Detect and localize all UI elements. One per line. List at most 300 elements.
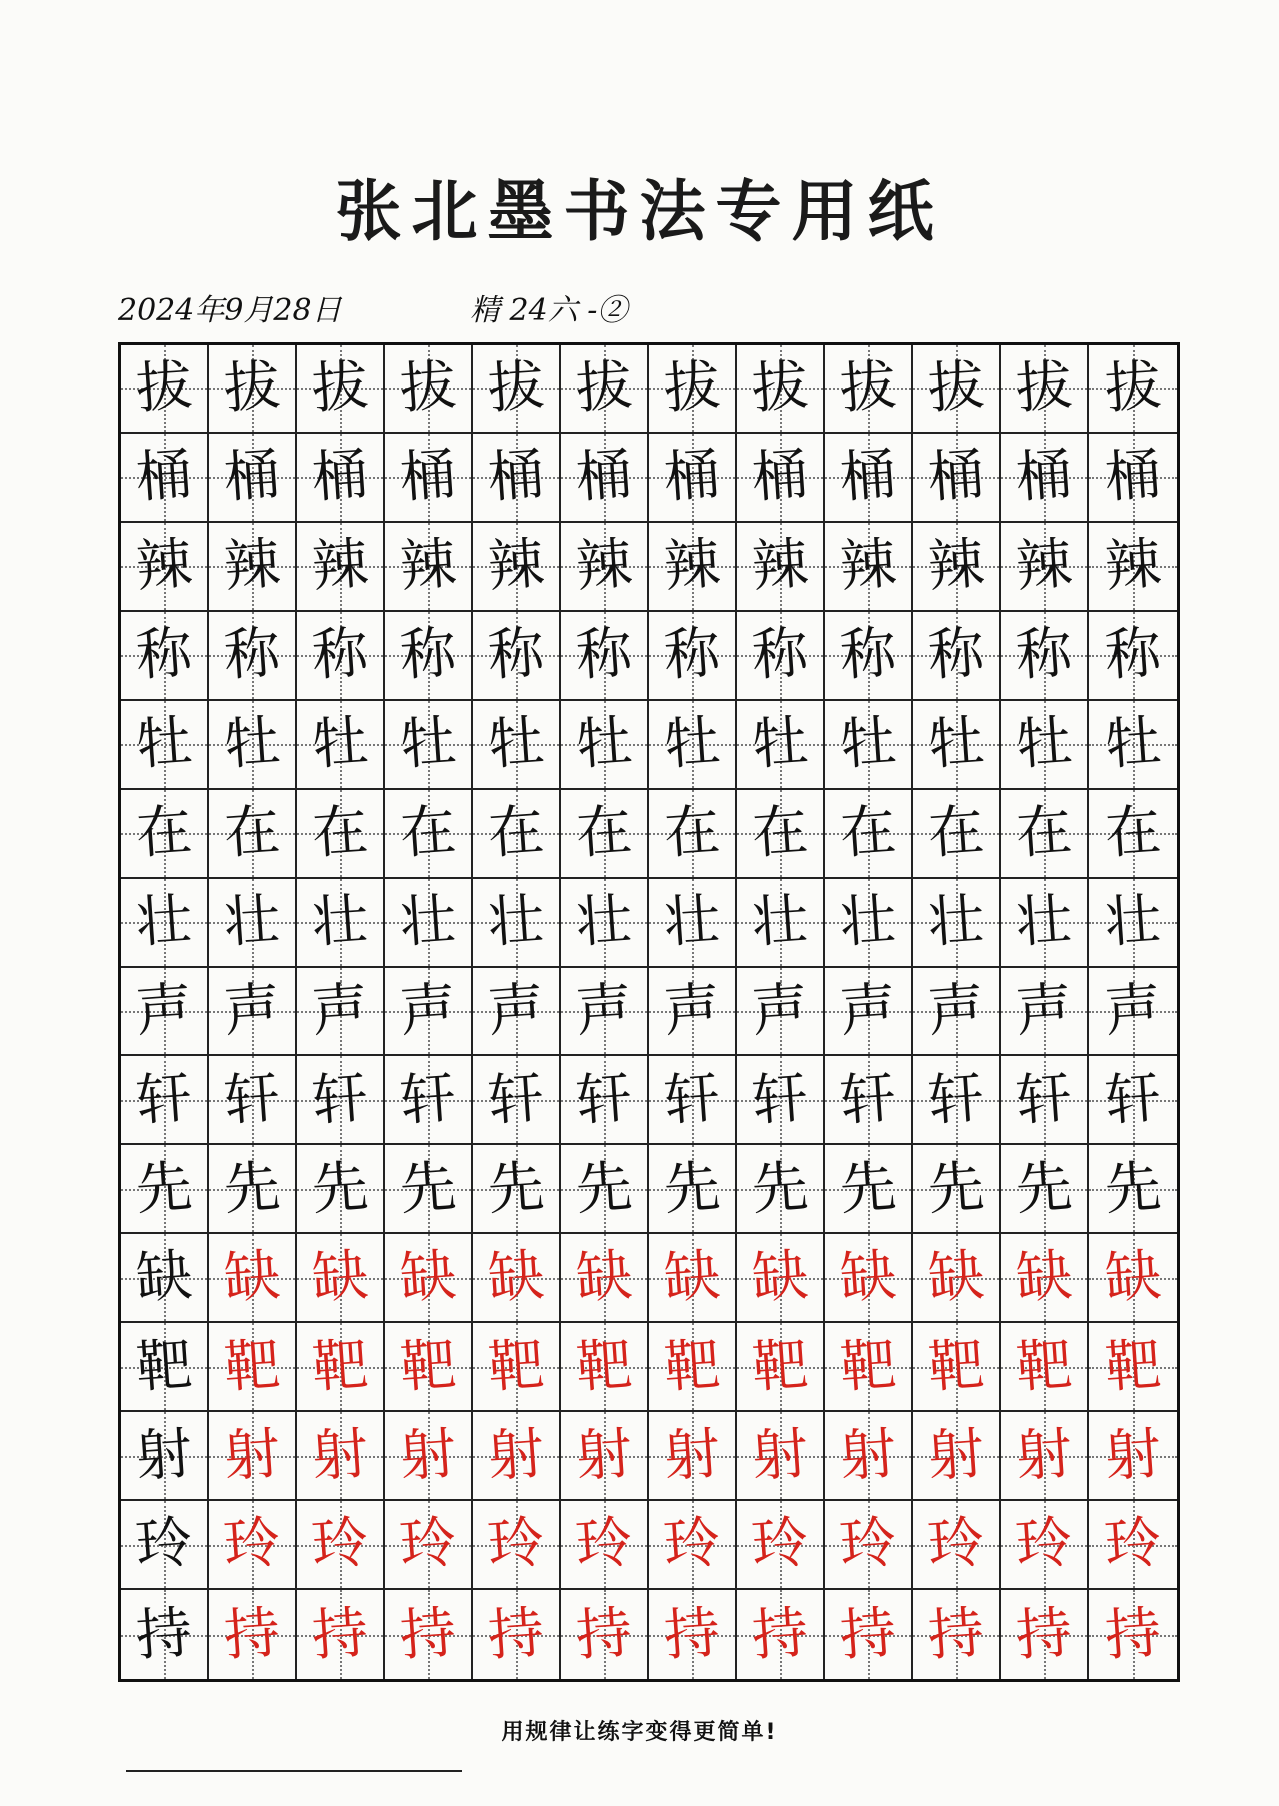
practice-character-cell <box>1001 345 1089 434</box>
character-glyph: 拔 <box>573 353 635 423</box>
practice-character-cell <box>297 790 385 879</box>
practice-character-cell <box>913 434 1001 523</box>
practice-character-cell <box>825 790 913 879</box>
practice-character-cell <box>913 1412 1001 1501</box>
character-glyph: 辣 <box>1102 531 1164 601</box>
practice-character-cell <box>825 1145 913 1234</box>
practice-character-cell <box>825 612 913 701</box>
practice-character-cell <box>649 1056 737 1145</box>
practice-character-cell <box>1089 1234 1177 1323</box>
practice-character-cell <box>1001 434 1089 523</box>
character-glyph: 声 <box>221 976 283 1045</box>
practice-character-cell <box>825 1234 913 1323</box>
character-glyph: 壮 <box>309 887 371 956</box>
character-glyph: 玲 <box>309 1509 371 1579</box>
character-glyph: 靶 <box>1102 1331 1164 1401</box>
practice-character-cell <box>297 345 385 434</box>
character-glyph: 壮 <box>397 887 459 956</box>
practice-character-cell <box>737 701 825 790</box>
character-glyph: 玲 <box>925 1509 987 1579</box>
character-glyph: 桶 <box>1013 442 1075 512</box>
practice-character-cell <box>649 1501 737 1590</box>
character-glyph: 玲 <box>749 1509 811 1579</box>
practice-character-cell <box>209 1323 297 1412</box>
character-glyph: 在 <box>837 798 899 868</box>
practice-character-cell <box>297 701 385 790</box>
model-character-cell <box>121 1590 209 1679</box>
practice-character-cell <box>1089 879 1177 968</box>
character-glyph: 声 <box>309 976 371 1045</box>
character-glyph: 声 <box>749 976 811 1045</box>
character-glyph: 桶 <box>397 442 459 512</box>
practice-character-cell <box>385 1590 473 1679</box>
character-glyph: 玲 <box>1102 1509 1164 1579</box>
character-glyph: 轩 <box>1013 1065 1075 1134</box>
practice-character-cell <box>737 1412 825 1501</box>
practice-character-cell <box>649 1590 737 1679</box>
character-glyph: 桶 <box>661 442 723 512</box>
practice-character-cell <box>913 1590 1001 1679</box>
character-glyph: 靶 <box>749 1331 811 1401</box>
practice-character-cell <box>825 701 913 790</box>
model-character-cell <box>121 790 209 879</box>
character-glyph: 先 <box>485 1153 547 1223</box>
practice-character-cell <box>385 968 473 1057</box>
character-glyph: 桶 <box>309 442 371 512</box>
practice-character-cell <box>473 968 561 1057</box>
character-glyph: 轩 <box>1102 1065 1164 1134</box>
character-glyph: 轩 <box>661 1065 723 1134</box>
practice-character-cell <box>561 1590 649 1679</box>
character-glyph: 缺 <box>1013 1242 1075 1312</box>
character-glyph: 桶 <box>837 442 899 512</box>
character-glyph: 射 <box>133 1420 195 1490</box>
practice-character-cell <box>825 1323 913 1412</box>
character-glyph: 在 <box>221 798 283 868</box>
practice-character-cell <box>561 1323 649 1412</box>
character-glyph: 玲 <box>133 1509 195 1579</box>
character-glyph: 射 <box>573 1420 635 1490</box>
character-glyph: 拔 <box>837 353 899 423</box>
practice-character-cell <box>209 434 297 523</box>
model-character-cell <box>121 1145 209 1234</box>
character-glyph: 靶 <box>925 1331 987 1401</box>
signature-line <box>126 1770 462 1772</box>
character-glyph: 壮 <box>925 887 987 956</box>
character-glyph: 先 <box>1102 1153 1164 1223</box>
practice-character-cell <box>385 1501 473 1590</box>
character-glyph: 辣 <box>925 531 987 601</box>
character-glyph: 声 <box>485 976 547 1045</box>
character-glyph: 靶 <box>133 1331 195 1401</box>
practice-character-cell <box>385 434 473 523</box>
practice-character-cell <box>737 968 825 1057</box>
practice-character-cell <box>913 1145 1001 1234</box>
character-glyph: 声 <box>397 976 459 1045</box>
practice-character-cell <box>385 612 473 701</box>
practice-character-cell <box>737 612 825 701</box>
practice-character-cell <box>1089 1145 1177 1234</box>
practice-character-cell <box>737 1234 825 1323</box>
character-glyph: 射 <box>309 1420 371 1490</box>
practice-character-cell <box>1001 1145 1089 1234</box>
practice-character-cell <box>473 1145 561 1234</box>
practice-character-cell <box>649 523 737 612</box>
character-glyph: 持 <box>221 1599 283 1669</box>
practice-character-cell <box>825 523 913 612</box>
character-glyph: 牡 <box>221 709 283 779</box>
character-glyph: 缺 <box>1102 1242 1164 1312</box>
practice-character-cell <box>385 701 473 790</box>
character-glyph: 壮 <box>221 887 283 956</box>
practice-character-cell <box>561 701 649 790</box>
character-glyph: 壮 <box>1102 887 1164 956</box>
character-glyph: 拔 <box>925 353 987 423</box>
character-glyph: 称 <box>1013 620 1075 690</box>
practice-character-cell <box>649 434 737 523</box>
practice-character-cell <box>1001 1412 1089 1501</box>
character-glyph: 牡 <box>573 709 635 779</box>
practice-character-cell <box>297 1234 385 1323</box>
character-glyph: 壮 <box>1013 887 1075 956</box>
character-glyph: 称 <box>133 620 195 690</box>
practice-character-cell <box>913 1323 1001 1412</box>
practice-character-cell <box>825 1056 913 1145</box>
character-glyph: 持 <box>397 1599 459 1669</box>
character-glyph: 在 <box>397 798 459 868</box>
character-glyph: 壮 <box>573 887 635 956</box>
character-glyph: 轩 <box>133 1065 195 1134</box>
character-glyph: 玲 <box>397 1509 459 1579</box>
character-glyph: 射 <box>485 1420 547 1490</box>
character-glyph: 靶 <box>661 1331 723 1401</box>
practice-character-cell <box>297 879 385 968</box>
character-glyph: 牡 <box>837 709 899 779</box>
character-glyph: 靶 <box>837 1331 899 1401</box>
character-glyph: 缺 <box>749 1242 811 1312</box>
character-glyph: 桶 <box>925 442 987 512</box>
character-glyph: 在 <box>1013 798 1075 868</box>
practice-character-cell <box>737 1145 825 1234</box>
character-glyph: 先 <box>925 1153 987 1223</box>
character-glyph: 称 <box>485 620 547 690</box>
practice-character-cell <box>913 968 1001 1057</box>
practice-character-cell <box>297 523 385 612</box>
character-glyph: 桶 <box>1102 442 1164 512</box>
practice-character-cell <box>297 968 385 1057</box>
character-glyph: 先 <box>837 1153 899 1223</box>
character-glyph: 在 <box>133 798 195 868</box>
character-glyph: 牡 <box>309 709 371 779</box>
practice-character-cell <box>825 968 913 1057</box>
character-glyph: 称 <box>221 620 283 690</box>
character-glyph: 声 <box>1102 976 1164 1045</box>
practice-character-cell <box>913 1056 1001 1145</box>
practice-character-cell <box>649 968 737 1057</box>
character-glyph: 在 <box>573 798 635 868</box>
practice-character-cell <box>385 523 473 612</box>
practice-character-cell <box>737 1323 825 1412</box>
character-glyph: 拔 <box>221 353 283 423</box>
practice-character-cell <box>913 879 1001 968</box>
character-glyph: 桶 <box>221 442 283 512</box>
practice-character-cell <box>737 345 825 434</box>
character-glyph: 称 <box>749 620 811 690</box>
practice-character-cell <box>913 701 1001 790</box>
practice-character-cell <box>297 1323 385 1412</box>
practice-character-cell <box>825 1412 913 1501</box>
practice-character-cell <box>297 612 385 701</box>
practice-character-cell <box>737 1056 825 1145</box>
practice-character-cell <box>1089 1412 1177 1501</box>
practice-character-cell <box>1089 1590 1177 1679</box>
character-glyph: 靶 <box>309 1331 371 1401</box>
character-glyph: 拔 <box>749 353 811 423</box>
practice-character-cell <box>825 434 913 523</box>
practice-character-cell <box>649 1323 737 1412</box>
character-glyph: 拔 <box>397 353 459 423</box>
character-glyph: 轩 <box>221 1065 283 1134</box>
practice-character-cell <box>1089 968 1177 1057</box>
practice-character-cell <box>209 612 297 701</box>
character-glyph: 持 <box>749 1599 811 1669</box>
character-glyph: 射 <box>1013 1420 1075 1490</box>
character-glyph: 缺 <box>309 1242 371 1312</box>
practice-character-cell <box>209 523 297 612</box>
practice-character-cell <box>1001 1056 1089 1145</box>
practice-character-cell <box>473 1323 561 1412</box>
model-character-cell <box>121 1412 209 1501</box>
practice-character-cell <box>737 1590 825 1679</box>
character-glyph: 辣 <box>749 531 811 601</box>
practice-character-cell <box>561 523 649 612</box>
practice-character-cell <box>737 790 825 879</box>
character-glyph: 桶 <box>749 442 811 512</box>
character-glyph: 轩 <box>573 1065 635 1134</box>
practice-character-cell <box>825 345 913 434</box>
character-glyph: 先 <box>1013 1153 1075 1223</box>
practice-character-cell <box>1089 612 1177 701</box>
character-glyph: 玲 <box>661 1509 723 1579</box>
character-glyph: 牡 <box>133 709 195 779</box>
practice-character-cell <box>385 879 473 968</box>
model-character-cell <box>121 1323 209 1412</box>
character-glyph: 辣 <box>573 531 635 601</box>
character-glyph: 先 <box>749 1153 811 1223</box>
practice-character-cell <box>825 879 913 968</box>
practice-character-cell <box>1089 701 1177 790</box>
character-glyph: 称 <box>1102 620 1164 690</box>
character-glyph: 称 <box>925 620 987 690</box>
practice-character-cell <box>209 1590 297 1679</box>
model-character-cell <box>121 1501 209 1590</box>
character-glyph: 牡 <box>485 709 547 779</box>
character-glyph: 在 <box>925 798 987 868</box>
practice-character-cell <box>913 612 1001 701</box>
character-glyph: 持 <box>485 1599 547 1669</box>
practice-character-cell <box>561 1145 649 1234</box>
character-glyph: 先 <box>221 1153 283 1223</box>
practice-character-cell <box>913 523 1001 612</box>
character-glyph: 拔 <box>661 353 723 423</box>
practice-character-cell <box>825 1590 913 1679</box>
character-glyph: 在 <box>661 798 723 868</box>
character-glyph: 轩 <box>485 1065 547 1134</box>
character-glyph: 声 <box>133 976 195 1045</box>
model-character-cell <box>121 434 209 523</box>
character-glyph: 轩 <box>925 1065 987 1134</box>
practice-character-cell <box>1001 1234 1089 1323</box>
practice-character-cell <box>209 790 297 879</box>
practice-character-cell <box>1001 612 1089 701</box>
character-glyph: 牡 <box>749 709 811 779</box>
practice-character-cell <box>737 434 825 523</box>
practice-character-cell <box>649 701 737 790</box>
practice-character-cell <box>561 1412 649 1501</box>
model-character-cell <box>121 523 209 612</box>
practice-character-cell <box>649 1412 737 1501</box>
character-glyph: 先 <box>573 1153 635 1223</box>
practice-character-cell <box>913 345 1001 434</box>
date-label: 2024年9月28日 <box>118 293 342 328</box>
model-character-cell <box>121 1056 209 1145</box>
practice-character-cell <box>385 1323 473 1412</box>
practice-character-cell <box>1089 345 1177 434</box>
practice-character-cell <box>473 1234 561 1323</box>
practice-character-cell <box>649 790 737 879</box>
character-glyph: 在 <box>485 798 547 868</box>
practice-character-cell <box>913 790 1001 879</box>
character-glyph: 持 <box>661 1599 723 1669</box>
character-glyph: 辣 <box>485 531 547 601</box>
character-glyph: 缺 <box>485 1242 547 1312</box>
practice-character-cell <box>385 1234 473 1323</box>
practice-character-cell <box>473 1412 561 1501</box>
practice-character-cell <box>209 968 297 1057</box>
character-glyph: 拔 <box>1013 353 1075 423</box>
character-glyph: 缺 <box>221 1242 283 1312</box>
practice-character-cell <box>1001 1323 1089 1412</box>
practice-character-cell <box>473 1056 561 1145</box>
character-glyph: 玲 <box>573 1509 635 1579</box>
character-glyph: 射 <box>221 1420 283 1490</box>
character-glyph: 辣 <box>1013 531 1075 601</box>
character-glyph: 靶 <box>221 1331 283 1401</box>
character-glyph: 辣 <box>661 531 723 601</box>
character-glyph: 缺 <box>661 1242 723 1312</box>
character-glyph: 玲 <box>1013 1509 1075 1579</box>
practice-character-cell <box>561 612 649 701</box>
practice-character-cell <box>297 1501 385 1590</box>
practice-character-cell <box>473 434 561 523</box>
practice-grid <box>118 342 1180 1682</box>
practice-character-cell <box>297 1590 385 1679</box>
character-glyph: 持 <box>925 1599 987 1669</box>
character-glyph: 牡 <box>925 709 987 779</box>
character-glyph: 玲 <box>837 1509 899 1579</box>
character-glyph: 靶 <box>485 1331 547 1401</box>
model-character-cell <box>121 612 209 701</box>
character-glyph: 辣 <box>309 531 371 601</box>
character-glyph: 先 <box>309 1153 371 1223</box>
practice-character-cell <box>473 790 561 879</box>
practice-character-cell <box>209 1501 297 1590</box>
character-glyph: 持 <box>309 1599 371 1669</box>
character-glyph: 桶 <box>573 442 635 512</box>
practice-character-cell <box>561 968 649 1057</box>
character-glyph: 声 <box>573 976 635 1045</box>
practice-character-cell <box>561 434 649 523</box>
practice-character-cell <box>385 1412 473 1501</box>
character-glyph: 玲 <box>485 1509 547 1579</box>
footer-slogan: 用规律让练字变得更简单! <box>501 1720 778 1745</box>
character-glyph: 缺 <box>837 1242 899 1312</box>
character-glyph: 轩 <box>309 1065 371 1134</box>
character-glyph: 拔 <box>485 353 547 423</box>
character-glyph: 声 <box>661 976 723 1045</box>
practice-character-cell <box>737 523 825 612</box>
practice-character-cell <box>1001 790 1089 879</box>
practice-character-cell <box>473 879 561 968</box>
character-glyph: 射 <box>925 1420 987 1490</box>
page-title: 张北墨书法专用纸 <box>335 172 944 250</box>
character-glyph: 拔 <box>133 353 195 423</box>
practice-character-cell <box>1089 1056 1177 1145</box>
character-glyph: 桶 <box>485 442 547 512</box>
character-glyph: 轩 <box>749 1065 811 1134</box>
character-glyph: 辣 <box>837 531 899 601</box>
character-glyph: 持 <box>133 1599 195 1669</box>
character-glyph: 辣 <box>133 531 195 601</box>
character-glyph: 称 <box>837 620 899 690</box>
practice-character-cell <box>561 790 649 879</box>
practice-character-cell <box>737 879 825 968</box>
practice-character-cell <box>913 1501 1001 1590</box>
character-glyph: 靶 <box>397 1331 459 1401</box>
character-glyph: 射 <box>749 1420 811 1490</box>
character-glyph: 靶 <box>1013 1331 1075 1401</box>
character-glyph: 称 <box>397 620 459 690</box>
practice-character-cell <box>1001 1590 1089 1679</box>
character-glyph: 靶 <box>573 1331 635 1401</box>
character-glyph: 壮 <box>133 887 195 956</box>
character-glyph: 牡 <box>397 709 459 779</box>
practice-character-cell <box>561 1501 649 1590</box>
character-glyph: 持 <box>837 1599 899 1669</box>
model-character-cell <box>121 701 209 790</box>
practice-character-cell <box>1089 434 1177 523</box>
practice-character-cell <box>649 612 737 701</box>
character-glyph: 壮 <box>485 887 547 956</box>
practice-character-cell <box>737 1501 825 1590</box>
practice-character-cell <box>385 1056 473 1145</box>
character-glyph: 轩 <box>837 1065 899 1134</box>
character-glyph: 先 <box>397 1153 459 1223</box>
practice-character-cell <box>209 1056 297 1145</box>
practice-character-cell <box>1001 879 1089 968</box>
practice-character-cell <box>209 701 297 790</box>
practice-character-cell <box>825 1501 913 1590</box>
character-glyph: 射 <box>397 1420 459 1490</box>
character-glyph: 牡 <box>1013 709 1075 779</box>
character-glyph: 先 <box>661 1153 723 1223</box>
character-glyph: 称 <box>309 620 371 690</box>
character-glyph: 牡 <box>1102 709 1164 779</box>
character-glyph: 在 <box>309 798 371 868</box>
practice-character-cell <box>209 345 297 434</box>
practice-character-cell <box>209 1145 297 1234</box>
character-glyph: 声 <box>1013 976 1075 1045</box>
